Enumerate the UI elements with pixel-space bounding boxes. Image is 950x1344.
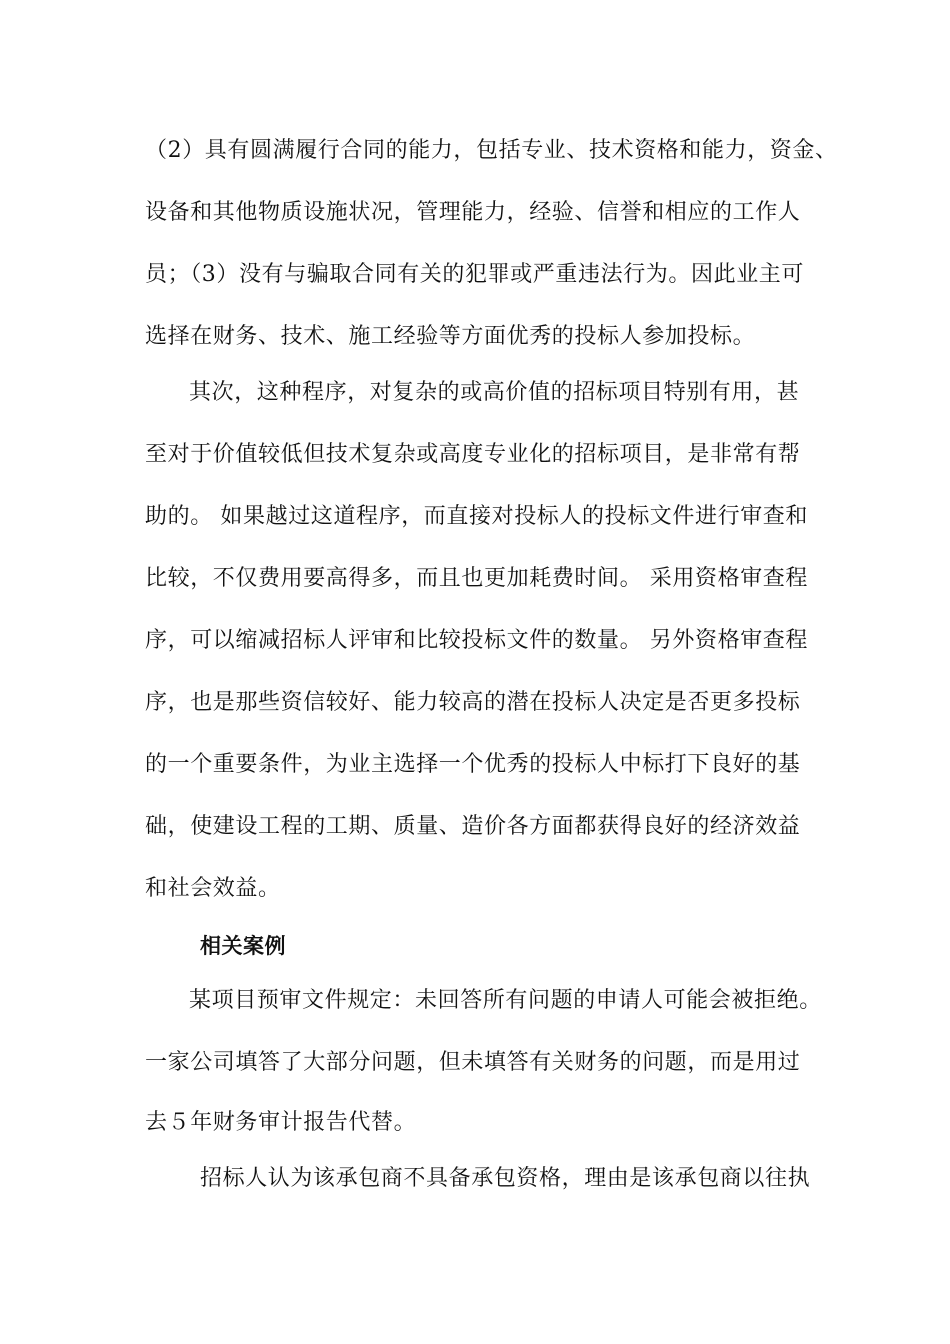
paragraph-line: 设备和其他物质设施状况，管理能力，经验、信誉和相应的工作人 xyxy=(145,200,801,225)
paragraph-line: 比较，不仅费用要高得多，而且也更加耗费时间。 采用资格审查程 xyxy=(145,566,808,591)
paragraph-line: 和社会效益。 xyxy=(145,876,281,901)
paragraph-line: （2）具有圆满履行合同的能力，包括专业、技术资格和能力，资金、 xyxy=(145,138,838,163)
paragraph-line: 序，也是那些资信较好、能力较高的潜在投标人决定是否更多投标 xyxy=(145,690,801,715)
case-paragraph-line: 去５年财务审计报告代替。 xyxy=(145,1110,417,1135)
paragraph-line: 助的。 如果越过这道程序，而直接对投标人的投标文件进行审查和 xyxy=(145,504,808,529)
paragraph-line: 其次，这种程序，对复杂的或高价值的招标项目特别有用，甚 xyxy=(189,380,800,405)
case-paragraph-line: 招标人认为该承包商不具备承包资格，理由是该承包商以往执 xyxy=(200,1166,811,1191)
paragraph-line: 选择在财务、技术、施工经验等方面优秀的投标人参加投标。 xyxy=(145,324,756,349)
paragraph-line: 序，可以缩减招标人评审和比较投标文件的数量。 另外资格审查程 xyxy=(145,628,808,653)
paragraph-line: 的一个重要条件，为业主选择一个优秀的投标人中标打下良好的基 xyxy=(145,752,801,777)
section-heading: 相关案例 xyxy=(200,934,286,958)
paragraph-line: 础，使建设工程的工期、质量、造价各方面都获得良好的经济效益 xyxy=(145,814,801,839)
paragraph-line: 至对于价值较低但技术复杂或高度专业化的招标项目，是非常有帮 xyxy=(145,442,801,467)
paragraph-line: 员；（3）没有与骗取合同有关的犯罪或严重违法行为。因此业主可 xyxy=(145,262,804,287)
case-paragraph-line: 某项目预审文件规定：未回答所有问题的申请人可能会被拒绝。 xyxy=(189,988,822,1013)
case-paragraph-line: 一家公司填答了大部分问题，但未填答有关财务的问题，而是用过 xyxy=(145,1050,801,1075)
